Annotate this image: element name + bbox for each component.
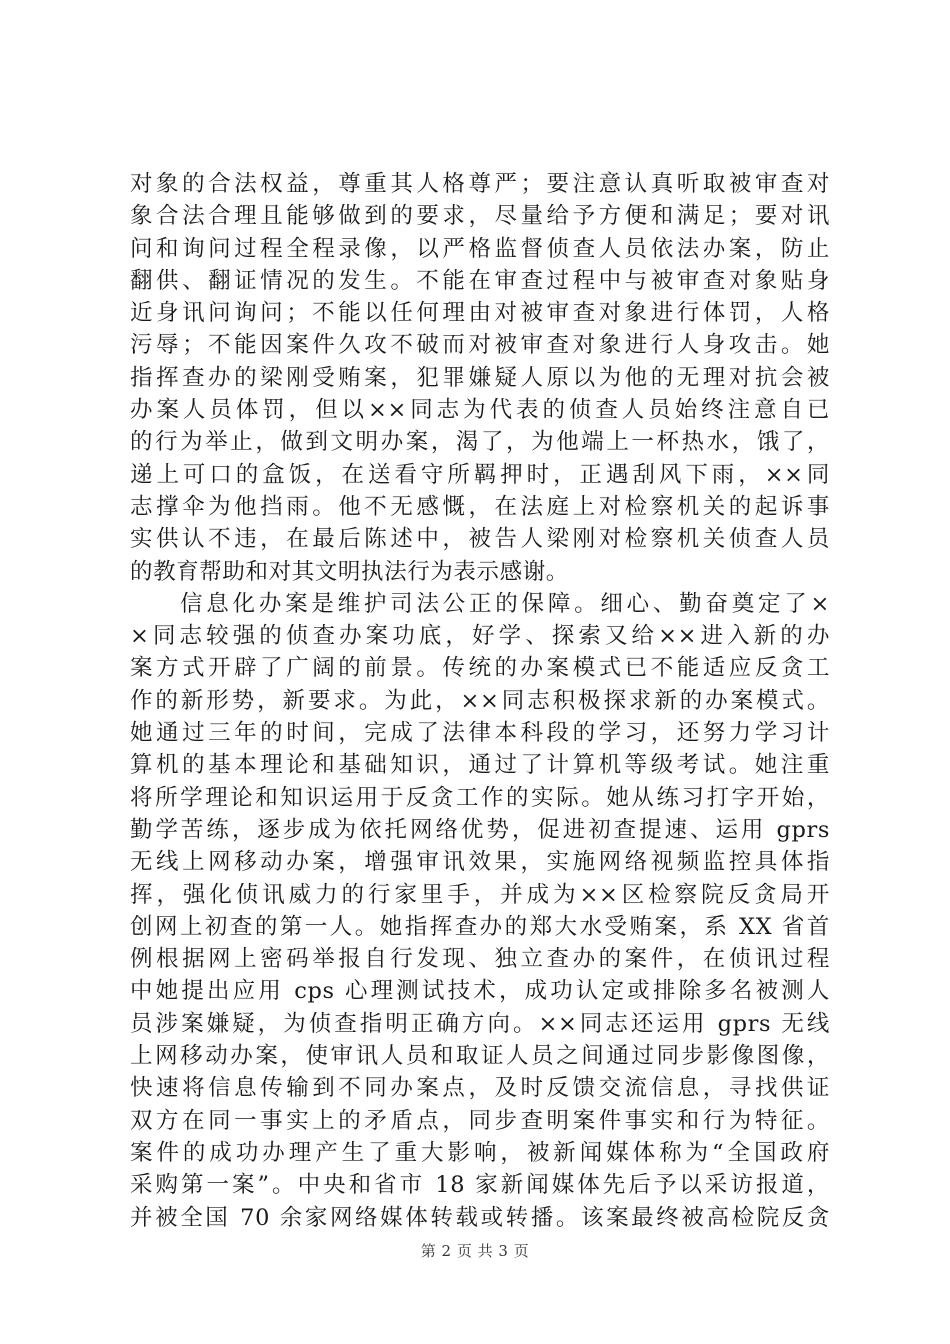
text-line: 象合法合理且能够做到的要求，尽量给予方便和满足；要对讯 xyxy=(130,203,830,230)
text-line: 采购第一案”。中央和省市 18 家新闻媒体先后予以采访报道， xyxy=(130,1172,830,1199)
text-line: 创网上初查的第一人。她指挥查办的郑大水受贿案，系 XX 省首 xyxy=(130,913,830,940)
text-line: 中她提出应用 cps 心理测试技术，成功认定或排除多名被测人 xyxy=(130,978,830,1005)
text-line: 的教育帮助和对其文明执法行为表示感谢。 xyxy=(130,558,569,585)
text-line: 志撑伞为他挡雨。他不无感慨，在法庭上对检察机关的起诉事 xyxy=(130,493,830,520)
text-line: 递上可口的盒饭，在送看守所羁押时，正遇刮风下雨，××同 xyxy=(130,461,830,488)
text-line: 案方式开辟了广阔的前景。传统的办案模式已不能适应反贪工 xyxy=(130,655,830,682)
text-line: 算机的基本理论和基础知识，通过了计算机等级考试。她注重 xyxy=(130,752,830,779)
text-line: 例根据网上密码举报自行发现、独立查办的案件，在侦讯过程 xyxy=(130,946,830,973)
text-line: 上网移动办案，使审讯人员和取证人员之间通过同步影像图像， xyxy=(130,1043,830,1070)
text-line: 作的新形势，新要求。为此，××同志积极探求新的办案模式。 xyxy=(130,687,830,714)
text-line: 的行为举止，做到文明办案，渴了，为他端上一杯热水，饿了， xyxy=(130,429,830,456)
text-line: 并被全国 70 余家网络媒体转载或转播。该案最终被高检院反贪 xyxy=(130,1204,830,1231)
text-line: 将所学理论和知识运用于反贪工作的实际。她从练习打字开始， xyxy=(130,784,830,811)
text-line: 员涉案嫌疑，为侦查指明正确方向。××同志还运用 gprs 无线 xyxy=(130,1010,830,1037)
text-line: 对象的合法权益，尊重其人格尊严；要注意认真听取被审查对 xyxy=(130,171,830,197)
text-line: 办案人员体罚，但以××同志为代表的侦查人员始终注意自已 xyxy=(130,397,830,424)
page-footer: 第 2 页 共 3 页 xyxy=(420,1242,530,1260)
text-line: 问和询问过程全程录像，以严格监督侦查人员依法办案，防止 xyxy=(130,235,830,262)
text-line: ×同志较强的侦查办案功底，好学、探索又给××进入新的办 xyxy=(130,623,830,650)
text-line: 无线上网移动办案，增强审讯效果，实施网络视频监控具体指 xyxy=(130,849,830,876)
text-line: 污辱；不能因案件久攻不破而对被审查对象进行人身攻击。她 xyxy=(130,332,830,359)
text-line: 案件的成功办理产生了重大影响，被新闻媒体称为“全国政府 xyxy=(130,1139,830,1166)
text-line: 指挥查办的梁刚受贿案，犯罪嫌疑人原以为他的无理对抗会被 xyxy=(130,364,830,391)
text-line: 勤学苦练，逐步成为依托网络优势，促进初查提速、运用 gprs xyxy=(130,816,830,843)
text-line: 快速将信息传输到不同办案点，及时反馈交流信息，寻找供证 xyxy=(130,1075,830,1102)
text-line: 她通过三年的时间，完成了法律本科段的学习，还努力学习计 xyxy=(130,720,830,747)
paragraph xyxy=(130,168,830,588)
text-line: 挥，强化侦讯威力的行家里手，并成为××区检察院反贪局开 xyxy=(130,881,830,908)
text-line: 实供认不违，在最后陈述中，被告人梁刚对检察机关侦查人员 xyxy=(130,526,830,553)
text-line: 双方在同一事实上的矛盾点，同步查明案件事实和行为特征。 xyxy=(130,1107,830,1134)
text-line: 翻供、翻证情况的发生。不能在审查过程中与被审查对象贴身 xyxy=(130,267,830,294)
text-line: 信息化办案是维护司法公正的保障。细心、勤奋奠定了× xyxy=(180,590,830,617)
paragraph xyxy=(130,588,830,1234)
text-line: 近身讯问询问；不能以任何理由对被审查对象进行体罚，人格 xyxy=(130,300,830,327)
document-body xyxy=(130,168,830,1234)
